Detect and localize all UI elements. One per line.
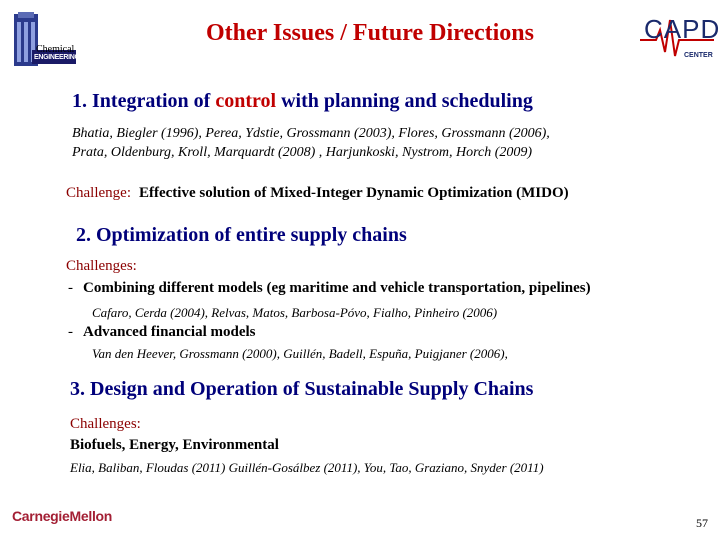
logo-chemical-text: Chemical [36,44,75,55]
section1-refs-line2: Prata, Oldenburg, Kroll, Marquardt (2008) , Harjunkoski, Nystrom, Horch (2009) [72,145,533,160]
section2-item-text: Advanced financial models [83,324,256,340]
capd-center-logo [638,12,720,64]
page-number: 57 [696,516,708,530]
carnegie-mellon-logo: CarnegieMellon [12,508,113,524]
section1-refs-line1: Bhatia, Biegler (1996), Perea, Ydstie, Grossmann (2003), Flores, Grossmann (2006), [72,126,550,141]
section1-heading-post: with planning and scheduling [276,90,533,112]
section2-heading: 2. Optimization of entire supply chains [76,224,407,246]
section1-challenge [66,184,569,202]
section2-item-dash: - [68,324,73,340]
section1-heading-highlight: control [215,90,277,112]
chemical-engineering-logo [12,10,78,68]
section2-item [68,324,256,341]
section3-challenges-label: Challenges: [70,416,141,432]
section3-heading: 3. Design and Operation of Sustainable Supply Chains [70,378,534,400]
section3-topics: Biofuels, Energy, Environmental [70,437,279,453]
section2-item-text: Combining different models (eg maritime and vehicle transportation, pipelines) [83,280,591,296]
section1-heading [72,90,533,113]
section1-heading-pre: 1. Integration of [72,90,216,112]
section2-item-refs: Cafaro, Cerda (2004), Relvas, Matos, Barbosa-Póvo, Fialho, Pinheiro (2006) [92,305,498,320]
section2-item [68,280,591,297]
capd-center-text: CENTER [684,52,713,59]
logo-engineering-text: ENGINEERING [34,54,80,61]
section1-challenge-label: Challenge: [66,185,131,201]
section2-challenges-label: Challenges: [66,258,137,274]
section2-item-dash: - [68,280,73,296]
section1-challenge-text: Effective solution of Mixed-Integer Dynamic Optimization (MIDO) [138,185,569,201]
slide-title: Other Issues / Future Directions [206,20,534,46]
section2-item-refs: Van den Heever, Grossmann (2000), Guillén, Badell, Espuña, Puigjaner (2006), [92,346,508,361]
section3-refs: Elia, Baliban, Floudas (2011) Guillén-Gosálbez (2011), You, Tao, Graziano, Snyder (2011) [70,460,544,475]
capd-text: CAPD [644,14,720,44]
